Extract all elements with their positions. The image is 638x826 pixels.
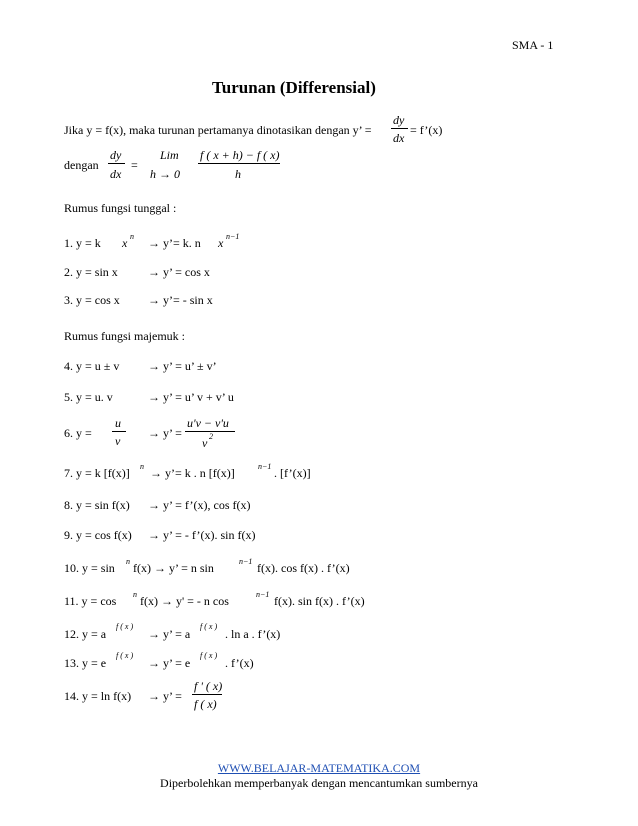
- rule-10-exp: n: [126, 557, 130, 566]
- rule-11-lhs: 11. y = cos: [64, 594, 117, 608]
- rule-6-rhs: → y’ =: [148, 426, 182, 440]
- rule-1-rhs-exp: n−1: [226, 232, 240, 241]
- rule-7-rhs: → y’= k . n [f(x)]: [150, 466, 235, 480]
- difference-quotient-num: f ( x + h) − f ( x): [200, 148, 280, 162]
- rule-7-rhs-exp: n−1: [258, 462, 272, 471]
- frac-bar: [192, 694, 222, 695]
- difference-quotient-den: h: [235, 167, 241, 181]
- rule-13-rhs: → y’ = e: [148, 656, 191, 670]
- frac-bar: [112, 431, 126, 432]
- rule-7-tail: . [f’(x)]: [274, 466, 311, 480]
- rule-7-lhs: 7. y = k [f(x)]: [64, 466, 130, 480]
- lim-label: Lim: [160, 148, 179, 162]
- rule-1-rhs: → y’= k. n: [148, 236, 201, 250]
- rule-8-rhs: → y’ = f’(x), cos f(x): [148, 498, 251, 512]
- footer-link[interactable]: WWW.BELAJAR-MATEMATIKA.COM: [217, 761, 421, 775]
- rule-2-rhs: → y’ = cos x: [148, 265, 210, 279]
- rule-2-lhs: 2. y = sin x: [64, 265, 118, 279]
- rule-11-mid-exp: n−1: [256, 590, 270, 599]
- rule-6-rhs-num: u'v − v'u: [187, 416, 229, 430]
- rule-12-exp: f ( x ): [116, 622, 134, 631]
- section-heading-single: Rumus fungsi tunggal :: [64, 201, 177, 215]
- rule-3-rhs: → y’= - sin x: [148, 293, 213, 307]
- rule-12-rhs-exp: f ( x ): [200, 622, 218, 631]
- rule-8-lhs: 8. y = sin f(x): [64, 498, 130, 512]
- rule-1-var: x: [122, 236, 128, 250]
- rule-10-mid: f(x) → y’ = n sin: [133, 561, 214, 575]
- rule-11-mid: f(x) → y' = - n cos: [140, 594, 229, 608]
- rule-6-lhs: 6. y =: [64, 426, 92, 440]
- rule-13-tail: . f’(x): [225, 656, 254, 670]
- rule-14-den: f ( x): [194, 697, 217, 711]
- dengan-dy: dy: [110, 148, 122, 162]
- h-to-zero: h → 0: [150, 167, 180, 181]
- rule-6-den: v: [115, 434, 121, 448]
- rule-5-rhs: → y’ = u’ v + v’ u: [148, 390, 234, 404]
- rule-12-rhs: → y’ = a: [148, 627, 191, 641]
- frac-bar: [391, 128, 408, 129]
- rule-13-lhs: 13. y = e: [64, 656, 107, 670]
- rule-1-lhs: 1. y = k: [64, 236, 101, 250]
- rule-10-mid-exp: n−1: [239, 557, 253, 566]
- frac-dy-num: dy: [393, 113, 405, 127]
- rule-3-lhs: 3. y = cos x: [64, 293, 120, 307]
- rule-9-lhs: 9. y = cos f(x): [64, 528, 132, 542]
- equals-sign: =: [131, 158, 138, 172]
- page-title: Turunan (Differensial): [212, 78, 376, 97]
- rule-6-num: u: [115, 416, 121, 430]
- rule-14-lhs: 14. y = ln f(x): [64, 689, 132, 703]
- rule-5-lhs: 5. y = u. v: [64, 390, 113, 404]
- rule-12-tail: . ln a . f’(x): [225, 627, 281, 641]
- footer-note: Diperbolehkan memperbanyak dengan mencantumkan sumbernya: [160, 776, 478, 790]
- frac-bar: [108, 163, 125, 164]
- rule-6-rhs-den-exp: 2: [209, 432, 213, 441]
- footer: [0, 761, 638, 776]
- rule-1-exp: n: [130, 232, 134, 241]
- rule-6-rhs-den: v: [202, 436, 208, 450]
- rule-13-rhs-exp: f ( x ): [200, 651, 218, 660]
- rule-9-rhs: → y’ = - f’(x). sin f(x): [148, 528, 256, 542]
- page-tag: SMA - 1: [512, 38, 554, 52]
- intro-fprime: = f’(x): [410, 123, 443, 137]
- rule-4-lhs: 4. y = u ± v: [64, 359, 120, 373]
- frac-bar: [198, 163, 280, 164]
- rule-11-tail: f(x). sin f(x) . f’(x): [274, 594, 365, 608]
- rule-11-exp: n: [133, 590, 137, 599]
- rule-14-rhs: → y’ =: [148, 689, 182, 703]
- section-heading-compound: Rumus fungsi majemuk :: [64, 329, 185, 343]
- rule-14-num: f ' ( x): [194, 679, 223, 693]
- dengan-dx: dx: [110, 167, 122, 181]
- rule-12-lhs: 12. y = a: [64, 627, 107, 641]
- rule-1-rhs-var: x: [218, 236, 224, 250]
- dengan-label: dengan: [64, 158, 99, 172]
- frac-dx-den: dx: [393, 131, 405, 145]
- intro-text: Jika y = f(x), maka turunan pertamanya dinotasikan dengan y’ =: [64, 123, 372, 137]
- rule-4-rhs: → y’ = u’ ± v’: [148, 359, 217, 373]
- rule-10-tail: f(x). cos f(x) . f’(x): [257, 561, 350, 575]
- rule-7-exp: n: [140, 462, 144, 471]
- rule-10-lhs: 10. y = sin: [64, 561, 115, 575]
- rule-13-exp: f ( x ): [116, 651, 134, 660]
